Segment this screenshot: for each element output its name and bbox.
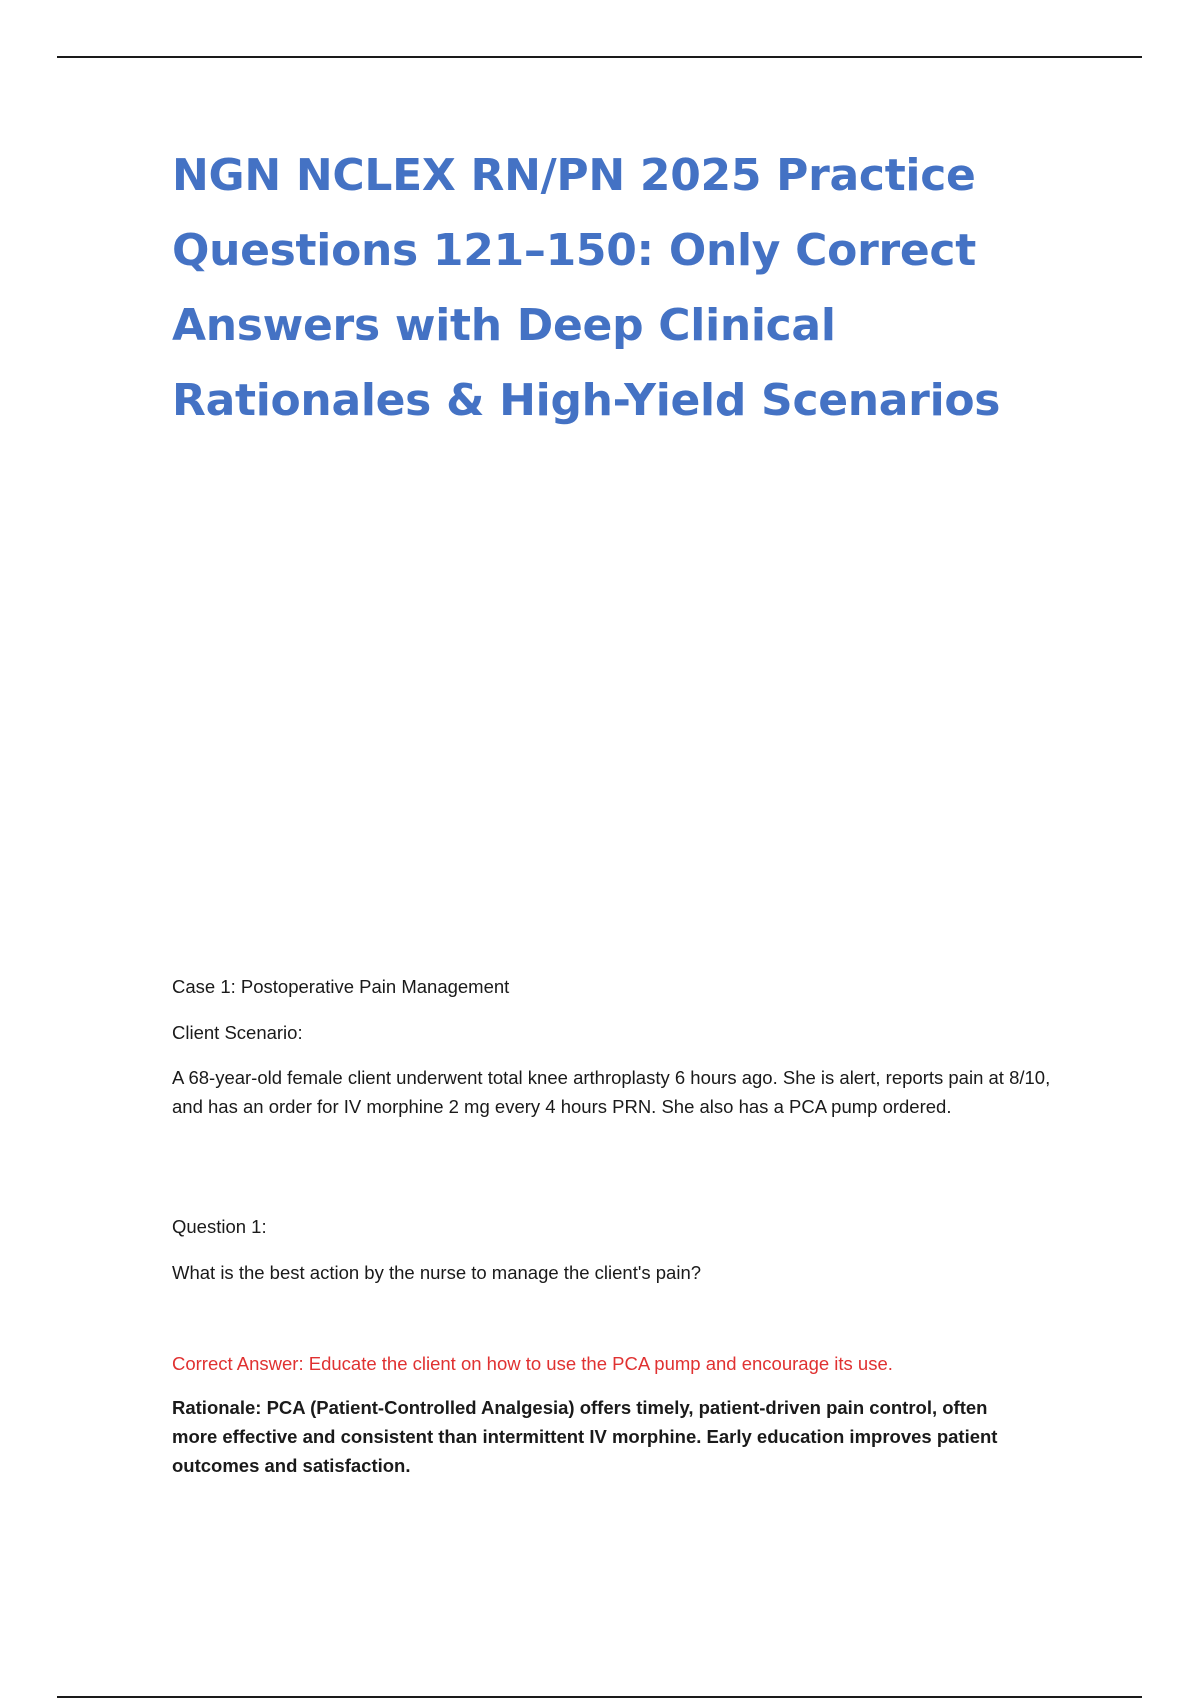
- question-label: Question 1:: [172, 1216, 267, 1237]
- title-line: Rationales & High-Yield Scenarios: [172, 375, 1001, 426]
- case-title: Case 1: Postoperative Pain Management: [172, 976, 510, 997]
- scenario-text: A 68-year-old female client underwent total knee arthroplasty 6 hours ago. She is alert, reports pain at 8/10, and has an order for IV morphine 2 mg every 4 hours PRN. She also has a PCA pump ordered.: [172, 1067, 1051, 1117]
- question-text: What is the best action by the nurse to manage the client's pain?: [172, 1262, 702, 1283]
- title-line: Questions 121–150: Only Correct: [172, 225, 976, 276]
- correct-answer: Correct Answer: Educate the client on how to use the PCA pump and encourage its use.: [172, 1353, 893, 1374]
- bottom-divider: [57, 1696, 1142, 1698]
- top-divider: [57, 56, 1142, 58]
- title-line: Answers with Deep Clinical: [172, 300, 836, 351]
- scenario-label: Client Scenario:: [172, 1022, 303, 1043]
- rationale: Rationale: PCA (Patient-Controlled Analgesia) offers timely, patient-driven pain control, often more effective and consistent than intermittent IV morphine. Early education improves patient outcomes and satisfaction.: [172, 1397, 998, 1476]
- title-line: NGN NCLEX RN/PN 2025 Practice: [172, 150, 976, 201]
- document-title: [172, 138, 1072, 438]
